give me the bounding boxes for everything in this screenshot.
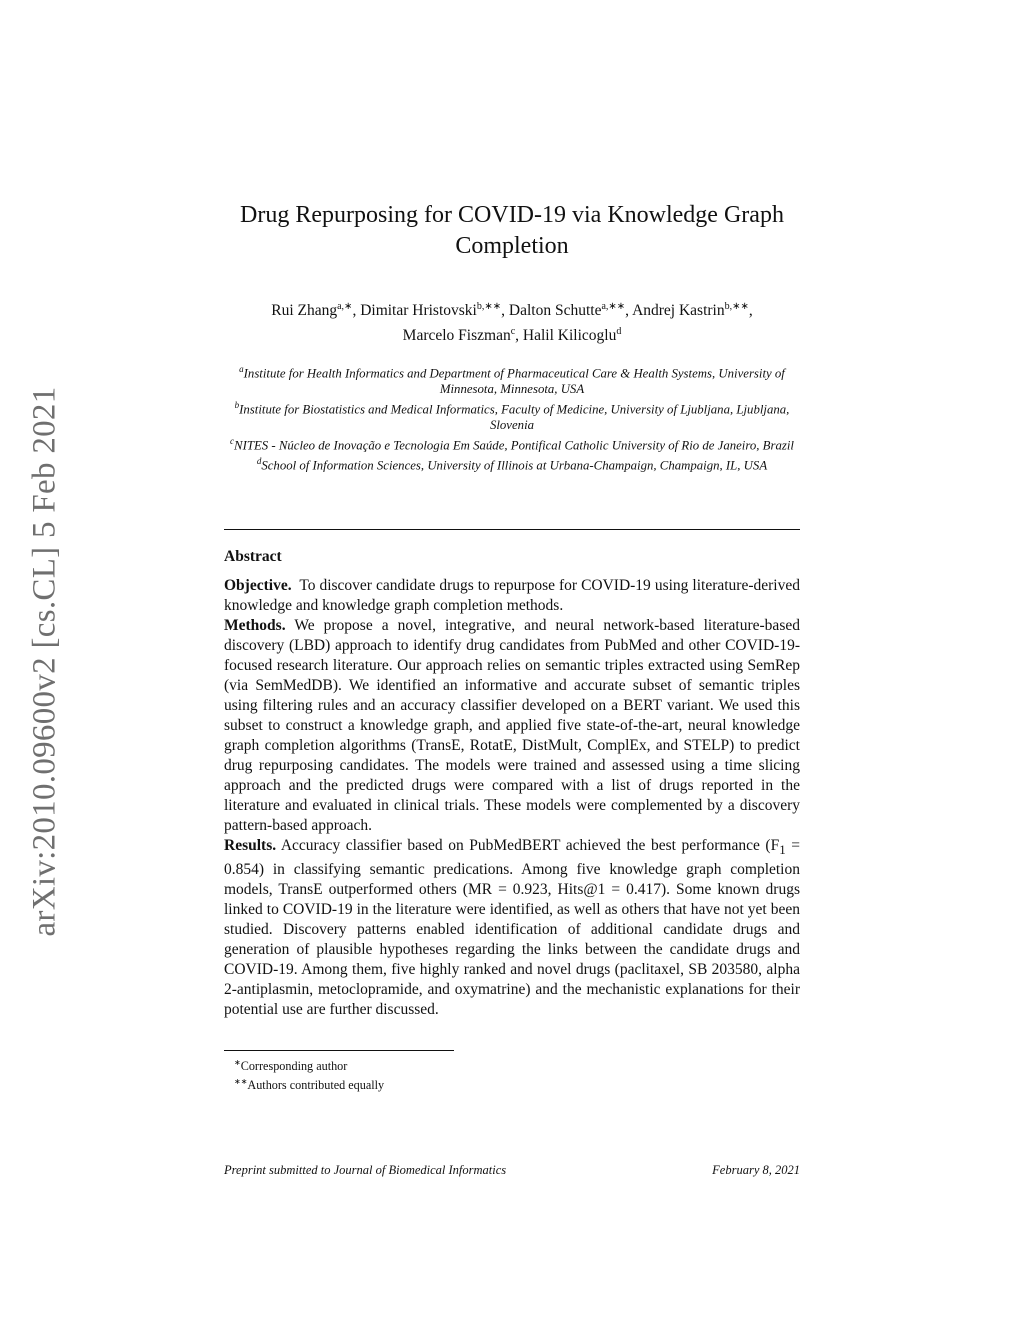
author-marker: b,∗∗ [476, 301, 502, 312]
affiliation-marker: d [256, 456, 262, 467]
venue-note: Preprint submitted to Journal of Biomedical Informatics [224, 1163, 507, 1177]
abstract-objective [224, 576, 800, 616]
affiliation-text: NITES - Núcleo de Inovação e Tecnologia Em Saúde, Pontifical Catholic University of Rio de Janeiro, Brazil [234, 438, 794, 453]
affiliation-text: School of Information Sciences, University of Illinois at Urbana-Champaign, Champaign, IL, USA [261, 458, 768, 473]
affiliation [224, 362, 800, 398]
objective-label: Objective. [224, 577, 292, 595]
author-name: Rui Zhang [271, 302, 338, 320]
abstract-results [224, 836, 800, 1020]
paper-page [224, 200, 800, 1093]
abstract-methods [224, 616, 800, 836]
author-marker: b,∗∗ [724, 301, 749, 312]
author-name: Dalton Schutte [508, 302, 602, 320]
affiliation-marker: a [239, 364, 244, 375]
author-marker: d [616, 326, 622, 338]
author-list: Rui Zhang$^{a,∗}$, Dimitar Hristovski$^{b,∗∗}$, Dalton Schutte$^{a,∗∗}$, Andrej Kastrin$^{b,∗∗}$, Marcelo Fiszman$^c$, Halil Kilicoglu$^d$ [271, 301, 753, 345]
footnote [234, 1074, 800, 1093]
f1-subscript: 1 [779, 842, 786, 858]
affiliation-text: Institute for Biostatistics and Medical Informatics, Faculty of Medicine, University of Ljubljana, Ljubljana, Slovenia [239, 402, 790, 433]
author-name: Halil Kilicoglu [522, 327, 617, 345]
affiliation-marker: c [230, 436, 235, 447]
footnote-text: Corresponding author [240, 1059, 348, 1074]
affiliation-marker: b [234, 400, 240, 411]
footnote [234, 1055, 800, 1074]
author-marker: a,∗∗ [601, 301, 626, 312]
abstract-heading: Abstract [224, 548, 282, 566]
footnotes [224, 1055, 800, 1093]
footnote-text: Authors contributed equally [247, 1078, 385, 1093]
preprint-footer [224, 1163, 800, 1178]
methods-text: We propose a novel, integrative, and neural network-based literature-based discovery (LBD) approach to identify drug candidates from PubMed and other COVID-19-focused research literature. Our approach relies on semantic triples extracted using SemRep (via SemMedDB). We identified an informative and accurate subset of semantic triples using filtering rules and an accuracy classifier developed on a BERT variant. We used this subset to construct a knowledge graph, and applied five state-of-the-art, neural knowledge graph completion algorithms (TransE, RotatE, DistMult, ComplEx, and STELP) to predict drug repurposing candidates. The models were trained and assessed using a time slicing approach and the predicted drugs were compared with a list of drugs reported in the literature and evaluated in clinical trials. These models were complemented by a discovery pattern-based approach. [224, 617, 800, 835]
affiliation [224, 454, 800, 474]
author-marker: c [510, 326, 516, 338]
arxiv-identifier: arXiv:2010.09600v2 [cs.CL] 5 Feb 2021 [26, 385, 63, 937]
arxiv-sidebar [22, 365, 68, 957]
abstract-body [224, 576, 800, 1020]
footer-date: February 8, 2021 [712, 1163, 800, 1177]
author-name: Dimitar Hristovski [360, 302, 477, 320]
author-marker: a,∗ [337, 301, 353, 312]
footnote-marker: ∗∗ [234, 1077, 248, 1087]
results-label: Results. [224, 837, 277, 855]
objective-text: To discover candidate drugs to repurpose for COVID-19 using literature-derived knowledge and knowledge graph completion methods. [224, 577, 800, 615]
affiliation [224, 434, 800, 454]
results-text-part1: Accuracy classifier based on PubMedBERT achieved the best performance (F [280, 837, 780, 855]
author-name: Marcelo Fiszman [402, 327, 511, 345]
author-name: Andrej Kastrin [632, 302, 725, 320]
results-text-part2: = 0.854) in classifying semantic predications. Among five knowledge graph completion models, TransE outperformed others (MR = 0.923, Hits@1 = 0.417). Some known drugs linked to COVID-19 in the literature were identified, as well as others that have not yet been studied. Discovery patterns enabled identification of additional candidate drugs and generation of plausible hypotheses regarding the links between the candidate drugs and COVID-19. Among them, five highly ranked and novel drugs (paclitaxel, SB 203580, alpha 2-antiplasmin, metoclopramide, and oxymatrine) and the mechanistic explanations for their potential use are further discussed. [224, 837, 800, 1019]
footnote-rule [224, 1050, 454, 1051]
affiliation-list [224, 362, 800, 474]
footnote-marker: ∗ [234, 1058, 241, 1068]
paper-title: Drug Repurposing for COVID-19 via Knowledge Graph Completion [240, 202, 784, 259]
abstract-top-rule [224, 529, 800, 530]
affiliation [224, 398, 800, 434]
affiliation-text: Institute for Health Informatics and Department of Pharmaceutical Care & Health Systems, University of Minnesota, Minnesota, USA [243, 366, 785, 397]
methods-label: Methods. [224, 617, 286, 635]
